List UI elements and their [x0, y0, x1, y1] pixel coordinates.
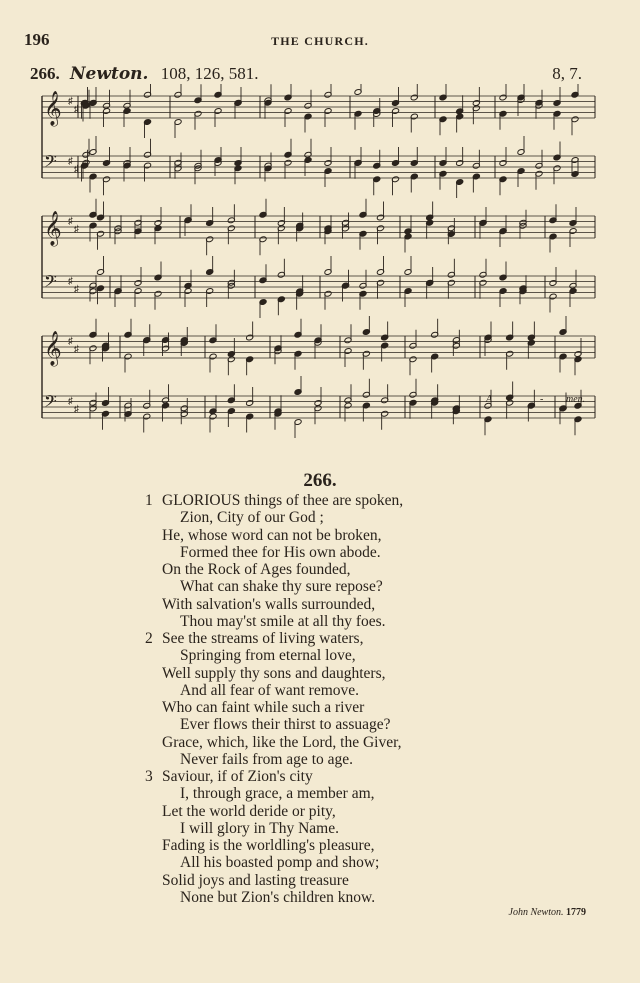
sharp-sign: ♯ [68, 396, 73, 407]
stanza-number: 3 [145, 768, 153, 785]
verse-line: Springing from eternal love, [180, 647, 356, 664]
sharp-sign: ♯ [68, 156, 73, 167]
verse-line: And all fear of want remove. [180, 682, 360, 699]
sharp-sign: ♯ [68, 276, 73, 287]
verse-line: Grace, which, like the Lord, the Giver, [162, 734, 402, 751]
sharp-sign: ♯ [68, 96, 73, 107]
stanza-number: 2 [145, 630, 153, 647]
lyric-dash: - [540, 394, 544, 405]
verse-line: Fading is the worldling's pleasure, [162, 837, 375, 854]
verse-line: Solid joys and lasting treasure [162, 872, 349, 889]
page-number: 196 [24, 30, 50, 49]
tune-name: Newton. [70, 64, 149, 84]
verse-line: On the Rock of Ages founded, [162, 561, 351, 578]
tune-number: 266. [30, 64, 60, 83]
sharp-sign: ♯ [68, 216, 73, 227]
meter: 8, 7. [552, 64, 582, 83]
verse-line: I, through grace, a member am, [180, 785, 375, 802]
verse-line: Ever flows their thirst to assuage? [180, 716, 391, 733]
author: John Newton. [508, 907, 564, 918]
stanza-number: 1 [145, 492, 153, 509]
verse-line: Never fails from age to age. [180, 751, 354, 768]
lyric-men: men. [566, 394, 586, 405]
sharp-sign: ♯ [74, 344, 79, 355]
bass-clef: 𝄢 [44, 151, 57, 175]
verse-line: See the streams of living waters, [162, 630, 364, 647]
musical-score [30, 84, 605, 464]
attribution [509, 907, 587, 918]
bass-clef: 𝄢 [44, 391, 57, 415]
verse-line: None but Zion's children know. [180, 889, 376, 906]
verse-line: Who can faint while such a river [162, 699, 365, 716]
verse-line: Well supply thy sons and daughters, [162, 665, 386, 682]
treble-clef: 𝄞 [44, 211, 62, 246]
treble-clef: 𝄞 [44, 331, 62, 366]
year: 1779 [566, 907, 586, 918]
sharp-sign: ♯ [74, 224, 79, 235]
running-head: THE CHURCH. [271, 34, 369, 48]
treble-clef: 𝄞 [44, 91, 62, 126]
verse-line: What can shake thy sure repose? [180, 578, 383, 595]
verse-line: Saviour, if of Zion's city [162, 768, 313, 785]
verse-line: I will glory in Thy Name. [180, 820, 339, 837]
verse-line: With salvation's walls surrounded, [162, 596, 376, 613]
sharp-sign: ♯ [74, 104, 79, 115]
verse-line: Formed thee for His own abode. [180, 544, 381, 561]
verse-line: Let the world deride or pity, [162, 803, 336, 820]
verse-line: Thou may'st smile at all thy foes. [180, 613, 386, 630]
sharp-sign: ♯ [74, 164, 79, 175]
hymn-number: 266. [303, 470, 337, 491]
sharp-sign: ♯ [74, 284, 79, 295]
sharp-sign: ♯ [74, 404, 79, 415]
bass-clef: 𝄢 [44, 271, 57, 295]
verse-line: GLORIOUS things of thee are spoken, [162, 492, 404, 509]
tune-refs: 108, 126, 581. [160, 64, 259, 83]
sharp-sign: ♯ [68, 336, 73, 347]
verse-line: He, whose word can not be broken, [162, 527, 382, 544]
tune-header [30, 64, 258, 84]
verse-line: All his boasted pomp and show; [180, 854, 380, 871]
lyric-a: A [486, 394, 493, 405]
verse-line: Zion, City of our God ; [180, 509, 324, 526]
